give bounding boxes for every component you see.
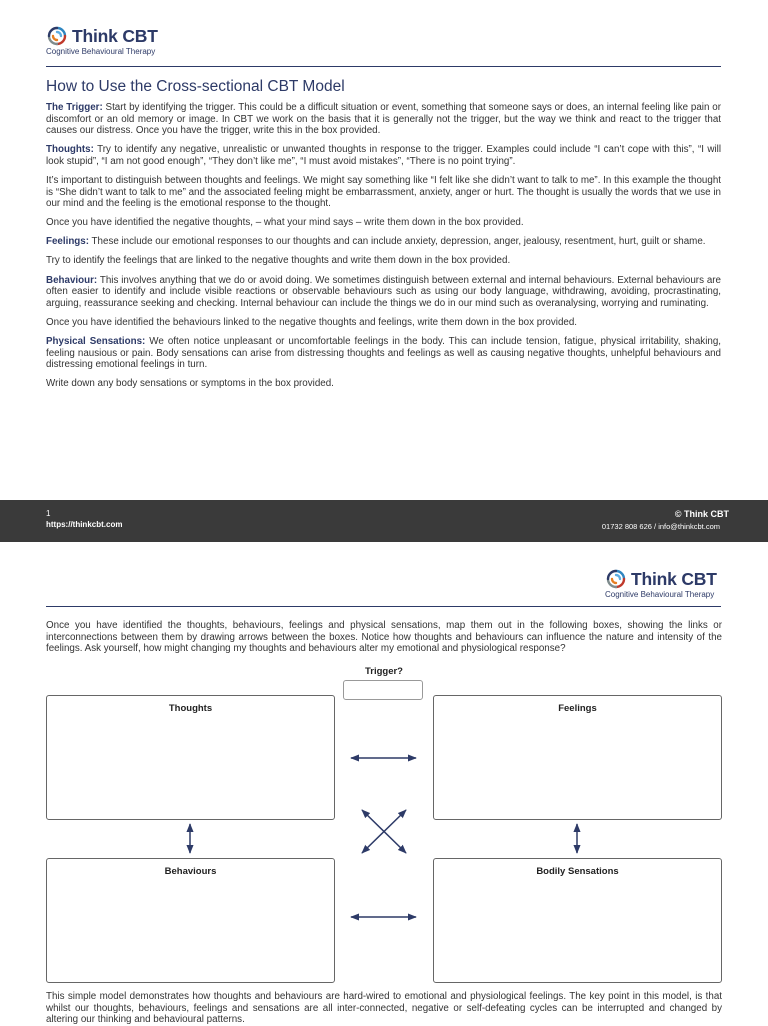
feelings-title: Feelings bbox=[558, 703, 597, 714]
paragraph-text: Write down any body sensations or symptoms in the box provided. bbox=[46, 378, 334, 390]
paragraph-label: The Trigger: bbox=[46, 102, 103, 113]
behaviours-title: Behaviours bbox=[164, 866, 217, 877]
closing-paragraph: This simple model demonstrates how thoughts and behaviours are hard-wired to emotional and physiological feelings. The key point in this model, is that whilst our thoughts, behaviours, feelings and sensations are all inter-connected, negative or self-defeating cycles can be interrupted and changed by altering our thinking and behavioural patterns. bbox=[46, 991, 722, 1026]
brand-subtitle: Cognitive Behavioural Therapy bbox=[605, 590, 715, 599]
paragraph-label: Feelings: bbox=[46, 236, 90, 248]
paragraph-text: We often notice unpleasant or uncomfortable feelings in the body. This can include tension, fatigue, physical irritability, shaking, feeling nausious or pain. Body sensations can arise from distressing thoughts and feelings as well as causing negative thoughts, unhelpful behaviours and distressing emotional feelings in turn. bbox=[46, 335, 721, 371]
page-title: How to Use the Cross-sectional CBT Model bbox=[46, 78, 345, 95]
brand-name: Think CBT bbox=[631, 569, 717, 589]
worksheet-intro: Once you have identified the thoughts, behaviours, feelings and physical sensations, map them out in the following boxes, showing the links or interconnections between them by drawing arrows between the boxes. Notice how thoughts and behaviours can influence the nature and intensity of the feelings. Ask yourself, how might changing my thoughts and behaviours alter my emotional and physiological response? bbox=[46, 620, 722, 655]
paragraph-text: This involves anything that we do or avoid doing. We sometimes distinguish between external and internal behaviours. External behaviours are often easier to identify and include visible reactions or observable behaviours such as using our body language, withdrawing, avoiding, procrastinating, arguing, reassurance seeking and checking. Internal behaviour can include the things we do in our mind such as overanalysing, worrying and ruminating. bbox=[46, 274, 721, 309]
bodily-sensations-title: Bodily Sensations bbox=[536, 866, 619, 877]
paragraph-text: Once you have identified the negative thoughts, – what your mind says – write them down in the box provided. bbox=[46, 217, 524, 229]
paragraph-text: Once you have identified the behaviours linked to the negative thoughts and feelings, write them down in the box provided. bbox=[46, 316, 578, 328]
paragraph-label: Thoughts: bbox=[46, 144, 94, 156]
brand-subtitle: Cognitive Behavioural Therapy bbox=[46, 47, 156, 56]
thoughts-title: Thoughts bbox=[168, 703, 213, 714]
paragraph-label: Behaviour: bbox=[46, 274, 98, 286]
paragraph-text: Start by identifying the trigger. This could be a difficult situation or event, something that someone says or does, an internal feeling like pain or discomfort or an old memory or image. In CBT we work on the basis that it is generally not the trigger, but the way we think and react to the trigger that causes our distress. Once you have the trigger, write this in the box provided. bbox=[46, 102, 721, 137]
paragraph-text: Try to identify any negative, unrealistic or unwanted thoughts in response to the trigger. Examples could include “I can’t cope with this”, “I will look stupid”, “I am not good enough”, “They don’t like me”, “I must avoid mistakes”, “There is no point trying”. bbox=[46, 144, 721, 167]
paragraph-text: These include our emotional responses to our thoughts and can include anxiety, depression, anger, jealousy, resentment, hurt, guilt or shame. bbox=[89, 236, 706, 248]
footer-copyright: © Think CBT bbox=[674, 509, 729, 519]
paragraph-text: It’s important to distinguish between thoughts and feelings. We might say something like “I felt like she didn’t want to talk to me”. In this example the thought is “She didn’t want to talk to me” and the associated feeling might be embarrassment, anxiety, anger or hurt. The thought is usually the words that we use in our mind and the feeling is the emotional response to the thought. bbox=[46, 174, 721, 210]
trigger-label: Trigger? bbox=[364, 666, 403, 677]
page-number: 1 bbox=[46, 509, 51, 518]
footer-contact: 01732 808 626 / info@thinkcbt.com bbox=[601, 522, 720, 531]
footer-url-link[interactable]: https://thinkcbt.com bbox=[46, 520, 123, 529]
paragraph-text: Try to identify the feelings that are linked to the negative thoughts and write them down in the box provided. bbox=[46, 255, 511, 267]
paragraph-label: Physical Sensations: bbox=[46, 335, 146, 347]
brand-name: Think CBT bbox=[72, 26, 158, 46]
